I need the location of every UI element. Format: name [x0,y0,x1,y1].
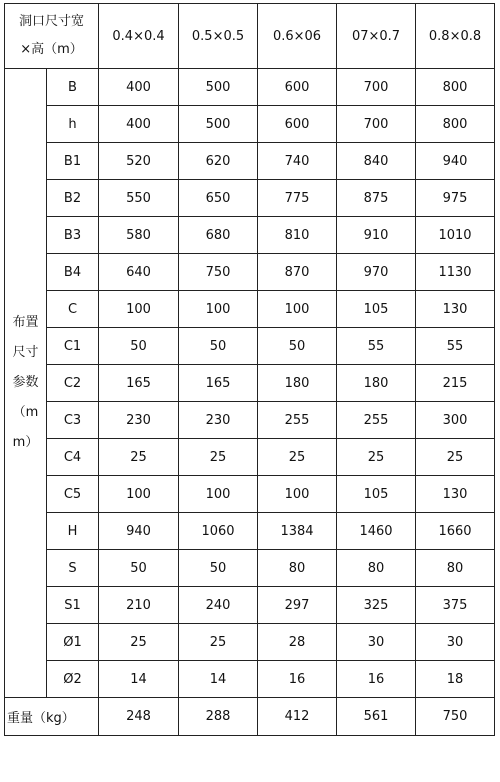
table-row [5,143,495,180]
value-cell: 100 [99,291,179,328]
column-header: 0.8×0.8 [416,4,495,69]
weight-value-cell: 750 [416,698,495,736]
value-cell: 100 [179,291,258,328]
param-cell: B2 [47,180,99,217]
value-cell: 1460 [337,513,416,550]
value-cell: 55 [337,328,416,365]
column-header: 0.5×0.5 [179,4,258,69]
weight-value-cell: 288 [179,698,258,736]
value-cell: 165 [99,365,179,402]
header-row [5,4,495,69]
value-cell: 16 [337,661,416,698]
value-cell: 230 [99,402,179,439]
weight-value-cell: 561 [337,698,416,736]
weight-row [5,698,495,736]
value-cell: 50 [99,550,179,587]
value-cell: 680 [179,217,258,254]
value-cell: 800 [416,106,495,143]
table-row [5,328,495,365]
value-cell: 1130 [416,254,495,291]
value-cell: 255 [337,402,416,439]
value-cell: 25 [179,624,258,661]
corner-header-line1: 洞口尺寸宽 [19,14,85,29]
value-cell: 600 [258,69,337,106]
param-cell: Ø2 [47,661,99,698]
value-cell: 740 [258,143,337,180]
value-cell: 870 [258,254,337,291]
value-cell: 50 [179,550,258,587]
group-label-line5: m） [12,435,39,450]
value-cell: 25 [179,439,258,476]
corner-header-line2: ×高（m） [20,42,83,57]
value-cell: 297 [258,587,337,624]
value-cell: 18 [416,661,495,698]
table-row [5,587,495,624]
param-cell: C4 [47,439,99,476]
param-cell: B [47,69,99,106]
param-cell: H [47,513,99,550]
table-row [5,624,495,661]
table-row [5,291,495,328]
table-row [5,661,495,698]
value-cell: 180 [337,365,416,402]
param-cell: Ø1 [47,624,99,661]
value-cell: 1660 [416,513,495,550]
value-cell: 620 [179,143,258,180]
value-cell: 550 [99,180,179,217]
dimension-table [4,3,495,736]
value-cell: 375 [416,587,495,624]
weight-value-cell: 248 [99,698,179,736]
value-cell: 30 [416,624,495,661]
table-row [5,217,495,254]
value-cell: 165 [179,365,258,402]
value-cell: 25 [416,439,495,476]
param-cell: h [47,106,99,143]
value-cell: 100 [258,291,337,328]
value-cell: 180 [258,365,337,402]
value-cell: 14 [179,661,258,698]
value-cell: 30 [337,624,416,661]
value-cell: 25 [99,439,179,476]
value-cell: 55 [416,328,495,365]
value-cell: 840 [337,143,416,180]
value-cell: 970 [337,254,416,291]
group-label-cell [5,69,47,698]
value-cell: 700 [337,69,416,106]
value-cell: 910 [337,217,416,254]
value-cell: 810 [258,217,337,254]
value-cell: 210 [99,587,179,624]
group-label-line2: 尺寸 [12,345,39,360]
table-row [5,550,495,587]
value-cell: 520 [99,143,179,180]
value-cell: 875 [337,180,416,217]
value-cell: 400 [99,106,179,143]
table-row [5,106,495,143]
value-cell: 1060 [179,513,258,550]
value-cell: 215 [416,365,495,402]
column-header: 0.6×06 [258,4,337,69]
value-cell: 940 [416,143,495,180]
weight-value-cell: 412 [258,698,337,736]
value-cell: 750 [179,254,258,291]
value-cell: 50 [258,328,337,365]
table-row [5,180,495,217]
value-cell: 240 [179,587,258,624]
value-cell: 80 [416,550,495,587]
value-cell: 25 [258,439,337,476]
value-cell: 80 [258,550,337,587]
param-cell: C1 [47,328,99,365]
value-cell: 130 [416,476,495,513]
value-cell: 600 [258,106,337,143]
table-row [5,513,495,550]
value-cell: 500 [179,106,258,143]
param-cell: C [47,291,99,328]
param-cell: C5 [47,476,99,513]
value-cell: 1010 [416,217,495,254]
value-cell: 100 [179,476,258,513]
param-cell: C3 [47,402,99,439]
table-row [5,254,495,291]
corner-header-cell [5,4,99,69]
weight-label: 重量（kg） [5,698,99,736]
value-cell: 50 [99,328,179,365]
column-header: 0.4×0.4 [99,4,179,69]
param-cell: C2 [47,365,99,402]
value-cell: 580 [99,217,179,254]
param-cell: B1 [47,143,99,180]
value-cell: 230 [179,402,258,439]
param-cell: S1 [47,587,99,624]
column-header: 07×0.7 [337,4,416,69]
value-cell: 50 [179,328,258,365]
value-cell: 700 [337,106,416,143]
value-cell: 640 [99,254,179,291]
table-row [5,476,495,513]
value-cell: 940 [99,513,179,550]
value-cell: 28 [258,624,337,661]
value-cell: 105 [337,476,416,513]
group-label-line4: （m [12,405,39,420]
value-cell: 650 [179,180,258,217]
group-label-line3: 参数 [12,375,39,390]
value-cell: 25 [337,439,416,476]
value-cell: 105 [337,291,416,328]
value-cell: 300 [416,402,495,439]
value-cell: 400 [99,69,179,106]
param-cell: S [47,550,99,587]
table-body [5,4,495,736]
table-row [5,365,495,402]
table-row [5,402,495,439]
param-cell: B3 [47,217,99,254]
table-row [5,69,495,106]
value-cell: 16 [258,661,337,698]
value-cell: 975 [416,180,495,217]
value-cell: 100 [258,476,337,513]
value-cell: 130 [416,291,495,328]
group-label-line1: 布置 [12,315,39,330]
value-cell: 1384 [258,513,337,550]
value-cell: 255 [258,402,337,439]
value-cell: 80 [337,550,416,587]
table-row [5,439,495,476]
value-cell: 14 [99,661,179,698]
value-cell: 775 [258,180,337,217]
value-cell: 100 [99,476,179,513]
value-cell: 800 [416,69,495,106]
value-cell: 325 [337,587,416,624]
value-cell: 500 [179,69,258,106]
value-cell: 25 [99,624,179,661]
param-cell: B4 [47,254,99,291]
